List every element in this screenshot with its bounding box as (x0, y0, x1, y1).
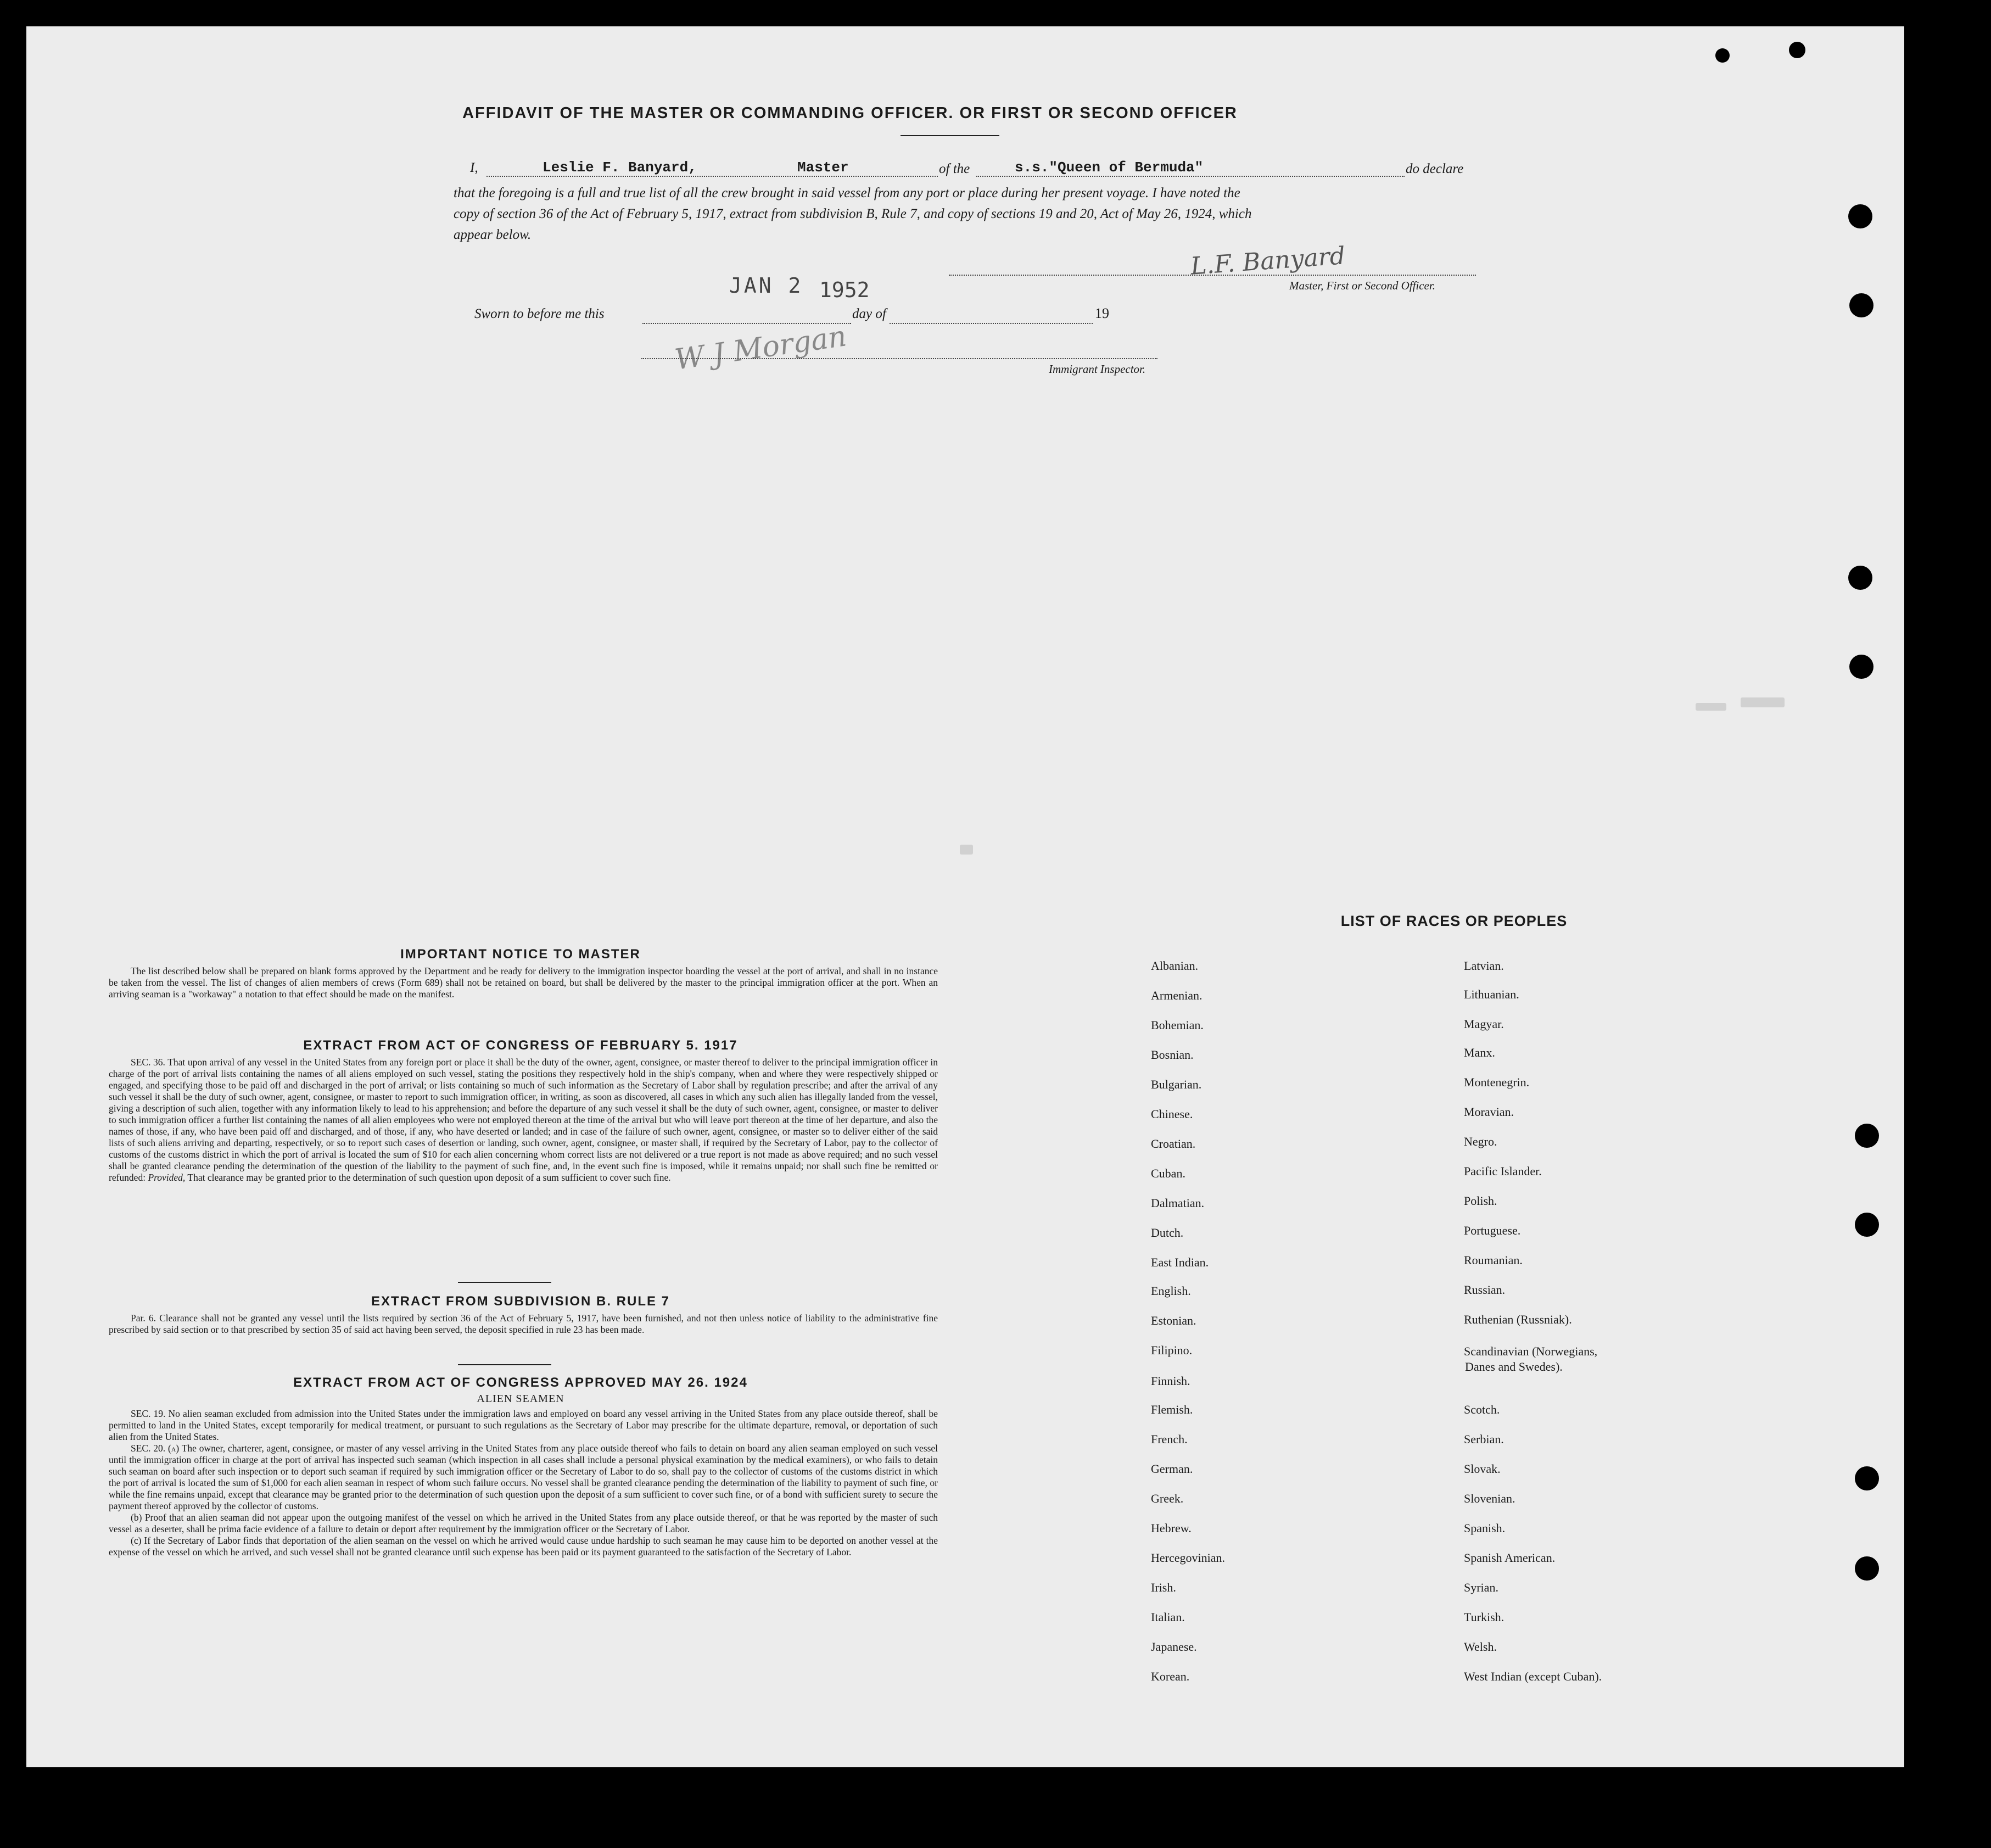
name-fill-line (486, 176, 938, 177)
sec-20-body: The owner, charterer, agent, consignee, or master of any vessel arriving in the United States from any place outside thereof who fails to detain on board any alien seaman employed on such vessel until the immigration officer in charge at the port of arrival has inspected such seaman (which inspection in all cases shall include a personal physical examination by the medical examiners), or who fails to detain such seaman on board after such inspection or to deport such seaman if required by such immigration officer or the Secretary of Labor to do so, shall pay to the collector of customs of the customs district in which the port of arrival is located the sum of $1,000 for each alien seaman in respect of whom such failure occurs. No vessel shall be granted clearance pending the determination of the liability to payment of such fine, or while the fine remains unpaid, except that clearance may be granted prior to the determination of such question upon the deposit of a sum sufficient to cover such fine, or of a bond with sufficient surety to secure the payment thereof approved by the collector of customs. (109, 1443, 938, 1511)
race-item: German. (1151, 1462, 1193, 1476)
sec-19-paragraph (109, 1408, 938, 1443)
title-rule (901, 135, 999, 136)
race-item: Albanian. (1151, 959, 1199, 973)
race-item: Pacific Islander. (1464, 1164, 1542, 1178)
notice-text (109, 965, 938, 1000)
race-item: West Indian (except Cuban). (1464, 1670, 1602, 1683)
race-item: Magyar. (1464, 1017, 1504, 1031)
punch-hole-2 (1849, 293, 1873, 317)
notice-title: IMPORTANT NOTICE TO MASTER (400, 947, 641, 962)
race-item: Spanish. (1464, 1521, 1506, 1535)
sec-20-label: SEC. 20. (a) (131, 1443, 180, 1454)
race-item: Danes and Swedes). (1465, 1360, 1563, 1374)
race-item: Russian. (1464, 1283, 1506, 1297)
punch-hole-5 (1855, 1124, 1879, 1148)
divider-1 (458, 1282, 551, 1283)
inspector-signature: W J Morgan (673, 320, 849, 377)
race-item: Slovak. (1464, 1462, 1501, 1476)
race-item: Spanish American. (1464, 1551, 1556, 1565)
rule7-body: Par. 6. Clearance shall not be granted any vessel until the lists required by section 36 of the Act of February 5, 1917, have been furnished, and not then unless notice of liability to the administrative fine prescribed by said section or to that prescribed by section 35 of said act having been served, the deposit specified in rule 23 has been made. (109, 1313, 938, 1335)
punch-hole-7 (1855, 1466, 1879, 1490)
race-item: Welsh. (1464, 1640, 1497, 1654)
document-page (26, 26, 1904, 1767)
race-item: Estonian. (1151, 1314, 1196, 1327)
race-item: Filipino. (1151, 1343, 1193, 1357)
punch-hole-8 (1855, 1556, 1879, 1581)
race-item: Hercegovinian. (1151, 1551, 1225, 1565)
punch-hole-1 (1848, 204, 1872, 228)
race-item: Ruthenian (Russniak). (1464, 1313, 1572, 1326)
race-item: Dutch. (1151, 1226, 1184, 1240)
race-item: Chinese. (1151, 1107, 1193, 1121)
extract-1917-text (109, 1057, 938, 1183)
master-signature-caption: Master, First or Second Officer. (1289, 279, 1435, 292)
race-item: Irish. (1151, 1581, 1176, 1594)
rule7-text (109, 1313, 938, 1336)
extract-1924-text (109, 1408, 938, 1558)
punch-hole-6 (1855, 1213, 1879, 1237)
race-item: Negro. (1464, 1135, 1497, 1148)
race-item: Dalmatian. (1151, 1196, 1205, 1210)
bleed-through-mark (1696, 703, 1726, 711)
race-item: Roumanian. (1464, 1253, 1523, 1267)
race-item: Serbian. (1464, 1432, 1504, 1446)
divider-2 (458, 1364, 551, 1365)
races-title: LIST OF RACES OR PEOPLES (1340, 913, 1568, 929)
sec-20-b: (b) Proof that an alien seaman did not appear upon the outgoing manifest of the vessel on which he arrived in the United States from any place outside thereof, or that he was reported by the master of such vessel as a deserter, shall be prima facie evidence of a failure to detain or deport after requirement by the immigration officer or the Secretary of Labor. (109, 1512, 938, 1534)
race-item: French. (1151, 1432, 1188, 1446)
race-item: Scandinavian (Norwegians, (1464, 1344, 1598, 1358)
race-item: Portuguese. (1464, 1224, 1521, 1237)
bleed-through-mark (1741, 697, 1785, 707)
year-prefix: 19 (1095, 305, 1109, 321)
race-item: Latvian. (1464, 959, 1504, 973)
extract-1924-title: EXTRACT FROM ACT OF CONGRESS APPROVED MAY 26. 1924 (293, 1375, 748, 1390)
race-item: Scotch. (1464, 1403, 1500, 1416)
affidavit-line-3: copy of section 36 of the Act of February 5, 1917, extract from subdivision B, Rule 7, and copy of sections 19 and 20, Act of May 26, 1924, which (454, 206, 1252, 221)
sec-19-label: SEC. 19. (131, 1408, 166, 1419)
race-item: Japanese. (1151, 1640, 1197, 1654)
punch-hole-3 (1848, 566, 1872, 590)
race-item: Slovenian. (1464, 1492, 1515, 1505)
race-item: Turkish. (1464, 1610, 1505, 1624)
race-item: Manx. (1464, 1046, 1495, 1059)
race-item: Bohemian. (1151, 1018, 1204, 1032)
inspector-caption: Immigrant Inspector. (1049, 362, 1146, 376)
sworn-month-line (890, 323, 1093, 324)
inspector-signature-line (641, 358, 1157, 359)
race-item: Polish. (1464, 1194, 1497, 1208)
affidavit-i-label: I, (470, 160, 478, 175)
notice-text-body: The list described below shall be prepared on blank forms approved by the Department and be ready for delivery to the immigration inspector boarding the vessel at the port of arrival, and shall in no instance be taken from the vessel. The list of changes of alien members of crews (Form 689) shall not be retained on board, but shall be delivered by the master to the principal immigration officer at the port. When an arriving seaman is a "workaway" a notation to that effect should be made on the manifest. (109, 965, 938, 1000)
race-item: Bosnian. (1151, 1048, 1194, 1062)
sec-20-paragraph (109, 1443, 938, 1512)
rule7-title: EXTRACT FROM SUBDIVISION B. RULE 7 (371, 1294, 670, 1309)
stamp-year: 1952 (819, 278, 870, 302)
extract-1917-title: EXTRACT FROM ACT OF CONGRESS OF FEBRUARY 5. 1917 (303, 1038, 738, 1053)
affidavit-line-2: that the foregoing is a full and true list of all the crew brought in said vessel from any port or place during her present voyage. I have noted the (454, 186, 1240, 200)
race-item: Italian. (1151, 1610, 1185, 1624)
punch-hole-top-2 (1715, 48, 1730, 63)
day-of-label: day of (852, 306, 886, 321)
vessel-name: s.s."Queen of Bermuda" (1015, 159, 1204, 176)
race-item: East Indian. (1151, 1255, 1209, 1269)
affidavit-title: AFFIDAVIT OF THE MASTER OR COMMANDING OFFICER. OR FIRST OR SECOND OFFICER (462, 104, 1238, 122)
master-name: Leslie F. Banyard, (543, 159, 697, 176)
punch-hole-4 (1849, 655, 1873, 679)
stamp-date: JAN 2 (729, 273, 803, 298)
race-item: Greek. (1151, 1492, 1184, 1505)
race-item: Croatian. (1151, 1137, 1196, 1151)
bleed-through-mark (960, 845, 973, 855)
sec-19-body: No alien seaman excluded from admission into the United States under the immigration laws and employed on board any vessel arriving in the United States from any place outside thereof, shall be permitted to land in the United States, except temporarily for medical treatment, or pursuant to such regulations as the Secretary of Labor may prescribe for the ultimate departure, removal, or deportation of such alien from the United States. (109, 1408, 938, 1442)
race-item: Cuban. (1151, 1166, 1185, 1180)
alien-seamen-subtitle: ALIEN SEAMEN (477, 1393, 564, 1405)
of-the-label: of the (939, 161, 970, 176)
race-item: Armenian. (1151, 989, 1203, 1002)
race-item: Finnish. (1151, 1374, 1190, 1388)
sec-36-end: That clearance may be granted prior to the determination of such question upon deposit of a sum sufficient to cover such fine. (187, 1172, 671, 1183)
affidavit-line-4: appear below. (454, 227, 532, 242)
sec-36-body: That upon arrival of any vessel in the United States from any foreign port or place it shall be the duty of the owner, agent, consignee, or master thereof to deliver to the principal immigration officer in charge of the port of arrival lists containing the names of all aliens employed on such vessel, stating the positions they respectively hold in the ship's company, when and where they were respectively shipped or engaged, and specifying those to be paid off and discharged in the port of arrival; or lists containing so much of such information as the Secretary of Labor shall by regulation prescribe; and after the arrival of any such vessel it shall be the duty of such owner, agent, consignee, or master to report to such immigration officer, in writing, as soon as discovered, all cases in which any such alien has illegally landed from the vessel, giving a description of such alien, together with any information likely to lead to his apprehension; and before the departure of any such vessel it shall be the duty of such owner, agent, consignee, or master to deliver to such immigration officer a further list containing the names of all alien employees who were not employed thereon at the time of the arrival but who will leave port thereon at the time of her departure, and also the names of those, if any, who have been paid off and discharged, and of those, if any, who have deserted or landed; and in case of the failure of such owner, agent, consignee, or master so to deliver either of the said lists of such aliens arriving and departing, respectively, or so to report such cases of desertion or landing, such owner, agent, consignee, or master shall, if required by the Secretary of Labor, pay to the collector of customs of the customs district in which the port of arrival is located the sum of $10 for each alien concerning whom correct lists are not delivered or a true report is not made as above required; and no such vessel shall be granted clearance pending the determination of the question of the liability to the payment of such fine, and, in the event such fine is imposed, while it remains unpaid; nor shall such fine be remitted or refunded: (109, 1057, 938, 1183)
race-item: Lithuanian. (1464, 987, 1519, 1001)
race-item: English. (1151, 1284, 1191, 1298)
race-item: Montenegrin. (1464, 1075, 1530, 1089)
sec-20-c: (c) If the Secretary of Labor finds that deportation of the alien seaman on the vessel on which he arrived would cause undue hardship to such seaman he may cause him to be deported on another vessel at the expense of the vessel on which he arrived, and such vessel shall not be granted clearance until such expense has been paid or its payment guaranteed to the satisfaction of the Secretary of Labor. (109, 1535, 938, 1557)
do-declare-label: do declare (1406, 161, 1464, 176)
master-signature: L.F. Banyard (1189, 242, 1346, 281)
master-rank: Master (797, 159, 849, 176)
race-item: Bulgarian. (1151, 1077, 1202, 1091)
vessel-fill-line (976, 176, 1405, 177)
race-item: Hebrew. (1151, 1521, 1192, 1535)
sec-36-label: SEC. 36. (131, 1057, 165, 1068)
punch-hole-top (1789, 42, 1805, 58)
provided-label: Provided, (148, 1172, 186, 1183)
race-item: Flemish. (1151, 1403, 1193, 1416)
race-item: Syrian. (1464, 1581, 1498, 1594)
race-item: Korean. (1151, 1670, 1190, 1683)
sworn-label: Sworn to before me this (474, 306, 605, 321)
race-item: Moravian. (1464, 1105, 1514, 1119)
